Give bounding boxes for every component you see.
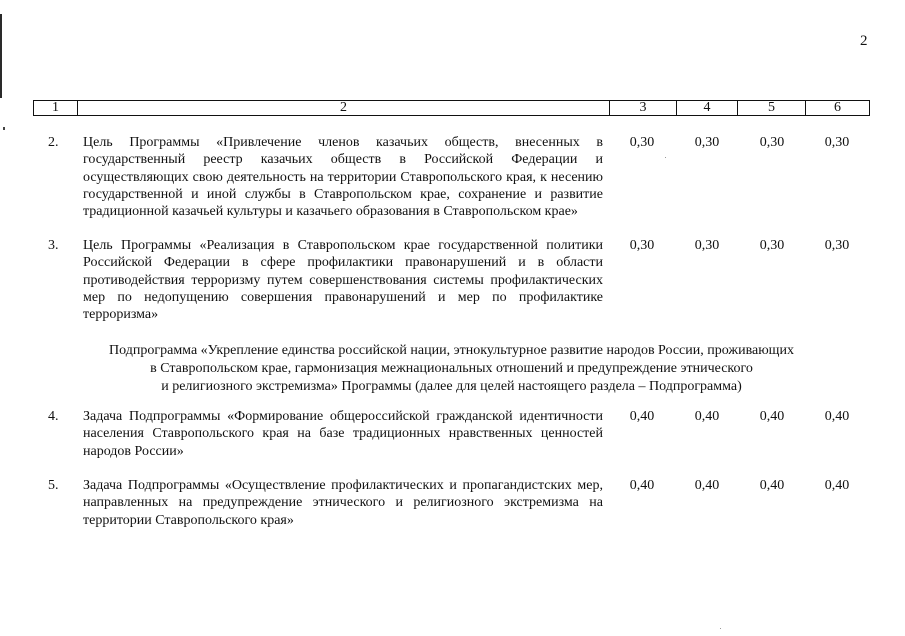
value-col-5: 0,30	[759, 238, 785, 253]
value-col-5: 0,40	[759, 478, 785, 493]
value-col-5: 0,40	[759, 409, 785, 424]
subprogram-line-3: и религиозного экстремизма» Программы (далее для целей настоящего раздела – Подпрограмма)	[161, 379, 742, 394]
value-col-4: 0,30	[694, 238, 720, 253]
value-col-6: 0,30	[824, 238, 850, 253]
header-col-4: 4	[677, 101, 738, 116]
row-description: Задача Подпрограммы «Осуществление профилактических и пропагандистских мер, направленных на предупреждение этнического и религиозного экстремизма на территории Ставропольского края»	[83, 478, 603, 528]
scan-speck	[3, 127, 5, 130]
header-col-3: 3	[610, 101, 677, 116]
row-description: Цель Программы «Привлечение членов казачьих обществ, внесенных в государственный реестр казачьих обществ в Российской Федерации и осуществляющих свою деятельность на территории Ставропольского края, к несению государственной и иной службы в Ставропольском крае, сохранение и развитие традиционной казачьей культуры и казачьего образования в Ставропольском крае»	[83, 135, 603, 220]
row-number: 2.	[48, 135, 59, 150]
scan-speck	[665, 157, 666, 158]
header-col-1: 1	[34, 101, 78, 116]
value-col-5: 0,30	[759, 135, 785, 150]
scan-edge-mark	[0, 14, 2, 98]
value-col-6: 0,40	[824, 409, 850, 424]
value-col-6: 0,30	[824, 135, 850, 150]
value-col-3: 0,40	[629, 409, 655, 424]
header-row	[34, 101, 870, 116]
row-description: Задача Подпрограммы «Формирование общероссийской гражданской идентичности населения Ставропольского края на базе традиционных нравственных ценностей народов России»	[83, 409, 603, 459]
row-number: 3.	[48, 238, 59, 253]
value-col-3: 0,30	[629, 238, 655, 253]
row-number: 5.	[48, 478, 59, 493]
value-col-6: 0,40	[824, 478, 850, 493]
value-col-4: 0,40	[694, 409, 720, 424]
column-number-header	[33, 100, 870, 116]
value-col-4: 0,40	[694, 478, 720, 493]
value-col-4: 0,30	[694, 135, 720, 150]
row-number: 4.	[48, 409, 59, 424]
value-col-3: 0,40	[629, 478, 655, 493]
header-col-5: 5	[738, 101, 806, 116]
subprogram-line-1: Подпрограмма «Укрепление единства российской нации, этнокультурное развитие народов России, проживающих	[109, 343, 794, 358]
scan-speck	[720, 628, 721, 629]
subprogram-line-2: в Ставропольском крае, гармонизация межнациональных отношений и предупреждение этнического	[150, 361, 753, 376]
header-col-6: 6	[806, 101, 870, 116]
page-number: 2	[860, 33, 868, 49]
row-description: Цель Программы «Реализация в Ставропольском крае государственной политики Российской Федерации в сфере профилактики правонарушений и в области противодействия терроризму путем совершенствования системы профилактических мер по недопущению совершения правонарушений и мер по профилактике терроризма»	[83, 238, 603, 323]
subprogram-heading	[60, 342, 843, 396]
value-col-3: 0,30	[629, 135, 655, 150]
header-col-2: 2	[78, 101, 610, 116]
